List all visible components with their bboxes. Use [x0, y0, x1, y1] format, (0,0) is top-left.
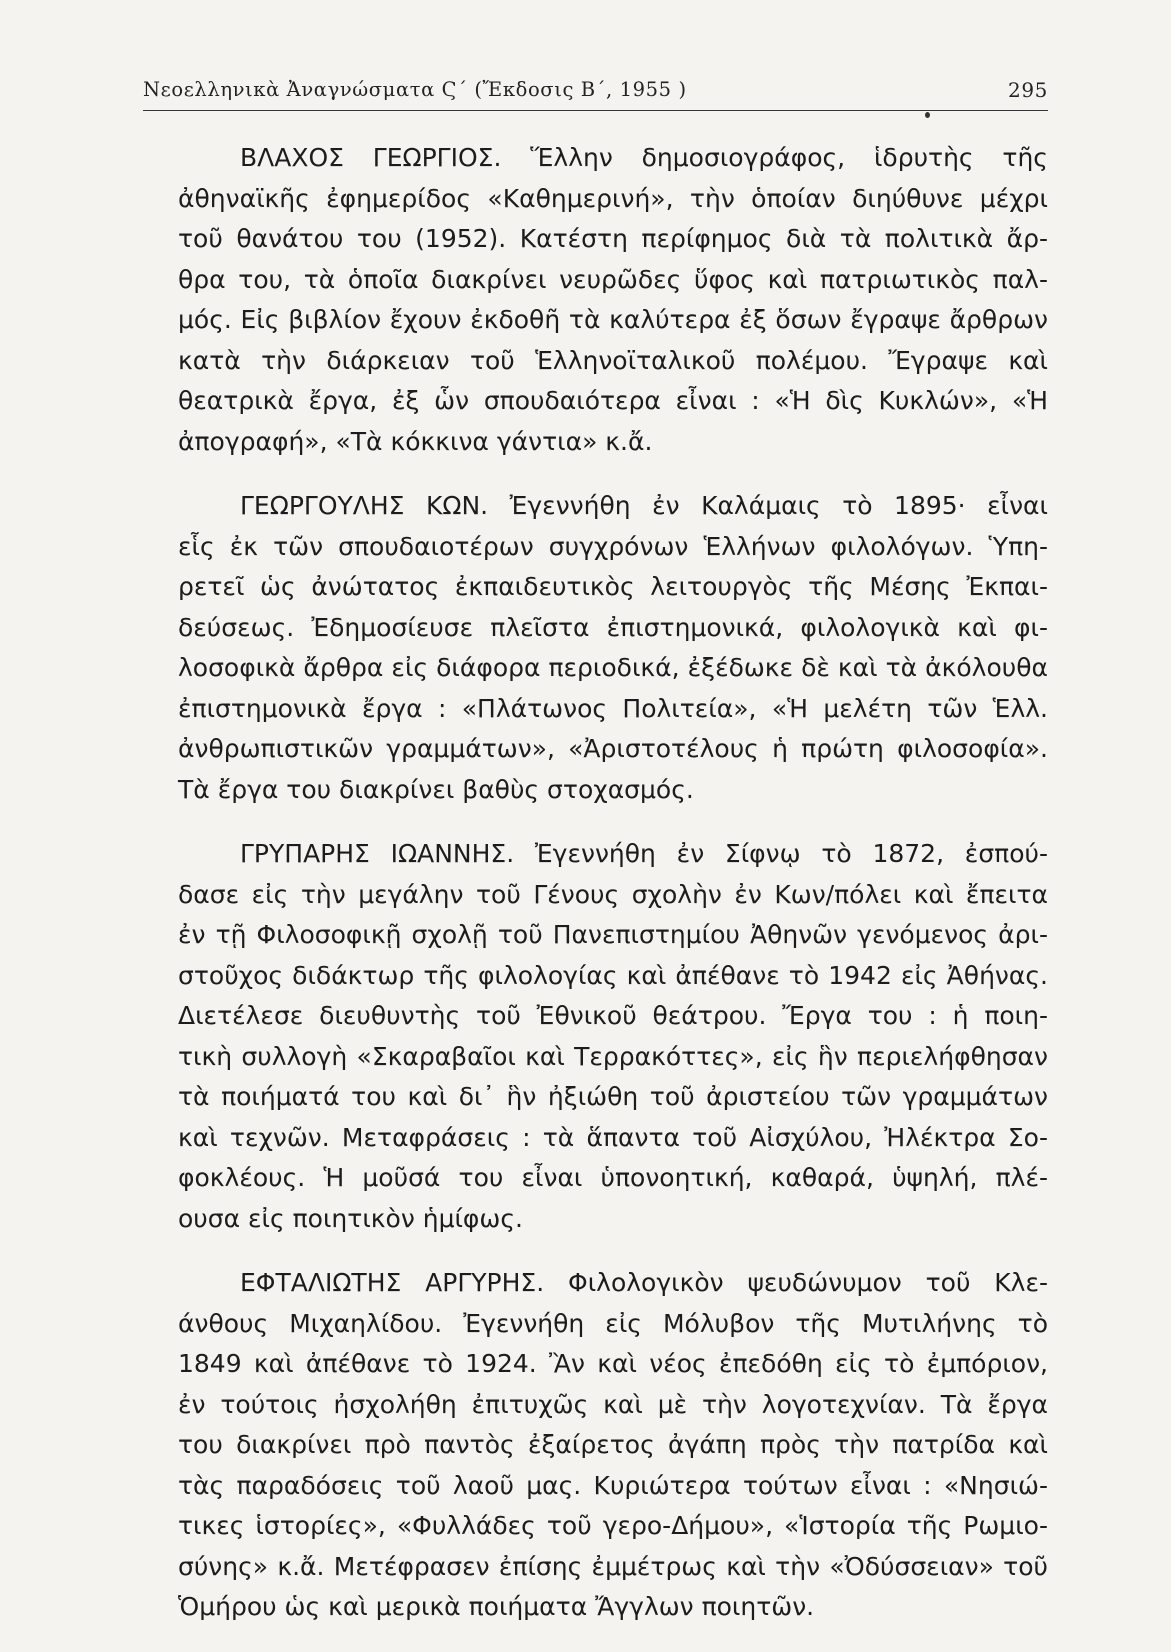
text-line: τὰ ποιήματά του καὶ δι᾽ ἣν ἠξιώθη τοῦ ἀριστείου τῶν γραμμάτων	[178, 1082, 1048, 1111]
text-line: τικες ἱστορίες», «Φυλλάδες τοῦ γερο-Δήμου», «Ἱστορία τῆς Ρωμιο-	[178, 1511, 1048, 1540]
text-line: θεατρικὰ ἔργα, ἐξ ὧν σπουδαιότερα εἶναι : «Ἡ δὶς Κυκλών», «Ἡ	[178, 386, 1048, 415]
text-line: καὶ τεχνῶν. Μεταφράσεις : τὰ ἅπαντα τοῦ Αἰσχύλου, Ἠλέκτρα Σο-	[178, 1122, 1048, 1152]
text-line: στοῦχος διδάκτωρ τῆς φιλολογίας καὶ ἀπέθανε τὸ 1942 εἰς Ἀθήνας.	[178, 960, 1048, 990]
text-line: 1849 καὶ ἀπέθανε τὸ 1924. Ἂν καὶ νέος ἐπεδόθη εἰς τὸ ἐμπόριον,	[178, 1349, 1048, 1378]
text-line: φοκλέους. Ἡ μοῦσά του εἶναι ὑπονοητική, καθαρά, ὑψηλή, πλέ-	[178, 1163, 1048, 1192]
text-line: Τὰ ἔργα του διακρίνει βαθὺς στοχασμός.	[178, 774, 694, 804]
text-line: Διετέλεσε διευθυντὴς τοῦ Ἐθνικοῦ θεάτρου. Ἔργα του : ἡ ποιη-	[178, 1001, 1048, 1030]
text-line: άνθους Μιχαηλίδου. Ἐγεννήθη εἰς Μόλυβον τῆς Μυτιλήνης τὸ	[178, 1308, 1048, 1338]
text-line: δεύσεως. Ἐδημοσίευσε πλεῖστα ἐπιστημονικά, φιλολογικὰ καὶ φι-	[178, 612, 1048, 642]
text-line: ΓΡΥΠΑΡΗΣ ΙΩΑΝΝΗΣ. Ἐγεννήθη ἐν Σίφνῳ τὸ 1872, ἐσπού-	[240, 839, 1048, 868]
text-line: δασε εἰς τὴν μεγάλην τοῦ Γένους σχολὴν ἐν Κων/πόλει καὶ ἔπειτα	[178, 879, 1048, 909]
text-line: εἷς ἐκ τῶν σπουδαιοτέρων συγχρόνων Ἑλλήνων φιλολόγων. Ὑπη-	[178, 531, 1048, 561]
header-ornament-dot	[925, 112, 930, 118]
text-line: ΒΛΑΧΟΣ ΓΕΩΡΓΙΟΣ. Ἕλλην δημοσιογράφος, ἱδρυτὴς τῆς	[240, 143, 1048, 172]
text-line: λοσοφικὰ ἄρθρα εἰς διάφορα περιοδικά, ἐξέδωκε δὲ καὶ τὰ ἀκόλουθα	[178, 653, 1048, 682]
page-number: 295	[1008, 78, 1048, 102]
text-line: τικὴ συλλογὴ «Σκαραβαῖοι καὶ Τερρακόττες», εἰς ἣν περιελήφθησαν	[178, 1041, 1048, 1071]
text-line: ἀπογραφή», «Τὰ κόκκινα γάντια» κ.ἄ.	[178, 426, 653, 456]
text-line: κατὰ τὴν διάρκειαν τοῦ Ἑλληνοϊταλικοῦ πολέμου. Ἔγραψε καὶ	[178, 345, 1048, 375]
entry-georgoulis-kon	[178, 486, 1048, 810]
text-line: ουσα εἰς ποιητικὸν ἡμίφως.	[178, 1203, 523, 1233]
text-line: ἐν τούτοις ἠσχολήθη ἐπιτυχῶς καὶ μὲ τὴν λογοτεχνίαν. Τὰ ἔργα	[178, 1389, 1048, 1419]
header-rule	[143, 110, 1048, 111]
text-line: μός. Εἰς βιβλίον ἔχουν ἐκδοθῆ τὰ καλύτερα ἐξ ὅσων ἔγραψε ἄρθρων	[178, 305, 1048, 334]
text-line: θρα του, τὰ ὁποῖα διακρίνει νευρῶδες ὕφος καὶ πατριωτικὸς παλ-	[178, 264, 1048, 294]
text-line: ρετεῖ ὡς ἀνώτατος ἐκπαιδευτικὸς λειτουργὸς τῆς Μέσης Ἐκπαι-	[178, 572, 1048, 601]
entry-vlachos-georgios	[178, 138, 1048, 462]
text-line: του διακρίνει πρὸ παντὸς ἐξαίρετος ἀγάπη πρὸς τὴν πατρίδα καὶ	[178, 1430, 1048, 1459]
page-header	[143, 70, 1048, 106]
entry-gryparis-ioannis	[178, 834, 1048, 1239]
text-line: ἐπιστημονικὰ ἔργα : «Πλάτωνος Πολιτεία», «Ἡ μελέτη τῶν Ἑλλ.	[178, 693, 1048, 723]
text-line: ΕΦΤΑΛΙΩΤΗΣ ΑΡΓΥΡΗΣ. Φιλολογικὸν ψευδώνυμον τοῦ Κλε-	[240, 1268, 1048, 1297]
text-line: Ὁμήρου ὡς καὶ μερικὰ ποιήματα Ἄγγλων ποιητῶν.	[178, 1592, 815, 1621]
body-text	[178, 138, 1048, 1652]
text-line: τοῦ θανάτου του (1952). Κατέστη περίφημος διὰ τὰ πολιτικὰ ἄρ-	[178, 224, 1048, 253]
text-line: σύνης» κ.ἄ. Μετέφρασεν ἐπίσης ἐμμέτρως καὶ τὴν «Ὀδύσσειαν» τοῦ	[178, 1551, 1048, 1581]
entry-eftaliotis-argyris	[178, 1263, 1048, 1628]
text-line: ἀνθρωπιστικῶν γραμμάτων», «Ἀριστοτέλους ἡ πρώτη φιλοσοφία».	[178, 734, 1048, 763]
text-line: τὰς παραδόσεις τοῦ λαοῦ μας. Κυριώτερα τούτων εἶναι : «Νησιώ-	[178, 1470, 1048, 1500]
text-line: ΓΕΩΡΓΟΥΛΗΣ ΚΩΝ. Ἐγεννήθη ἐν Καλάμαις τὸ 1895· εἶναι	[240, 491, 1048, 520]
text-line: ἀθηναϊκῆς ἐφημερίδος «Καθημερινή», τὴν ὁποίαν διηύθυνε μέχρι	[178, 183, 1048, 213]
running-title: Νεοελληνικὰ Ἀναγνώσματα Ϛ´ (Ἔκδοσις Β´, 1955 )	[143, 78, 687, 101]
text-line: ἐν τῇ Φιλοσοφικῇ σχολῇ τοῦ Πανεπιστημίου Ἀθηνῶν γενόμενος ἀρι-	[178, 920, 1048, 949]
